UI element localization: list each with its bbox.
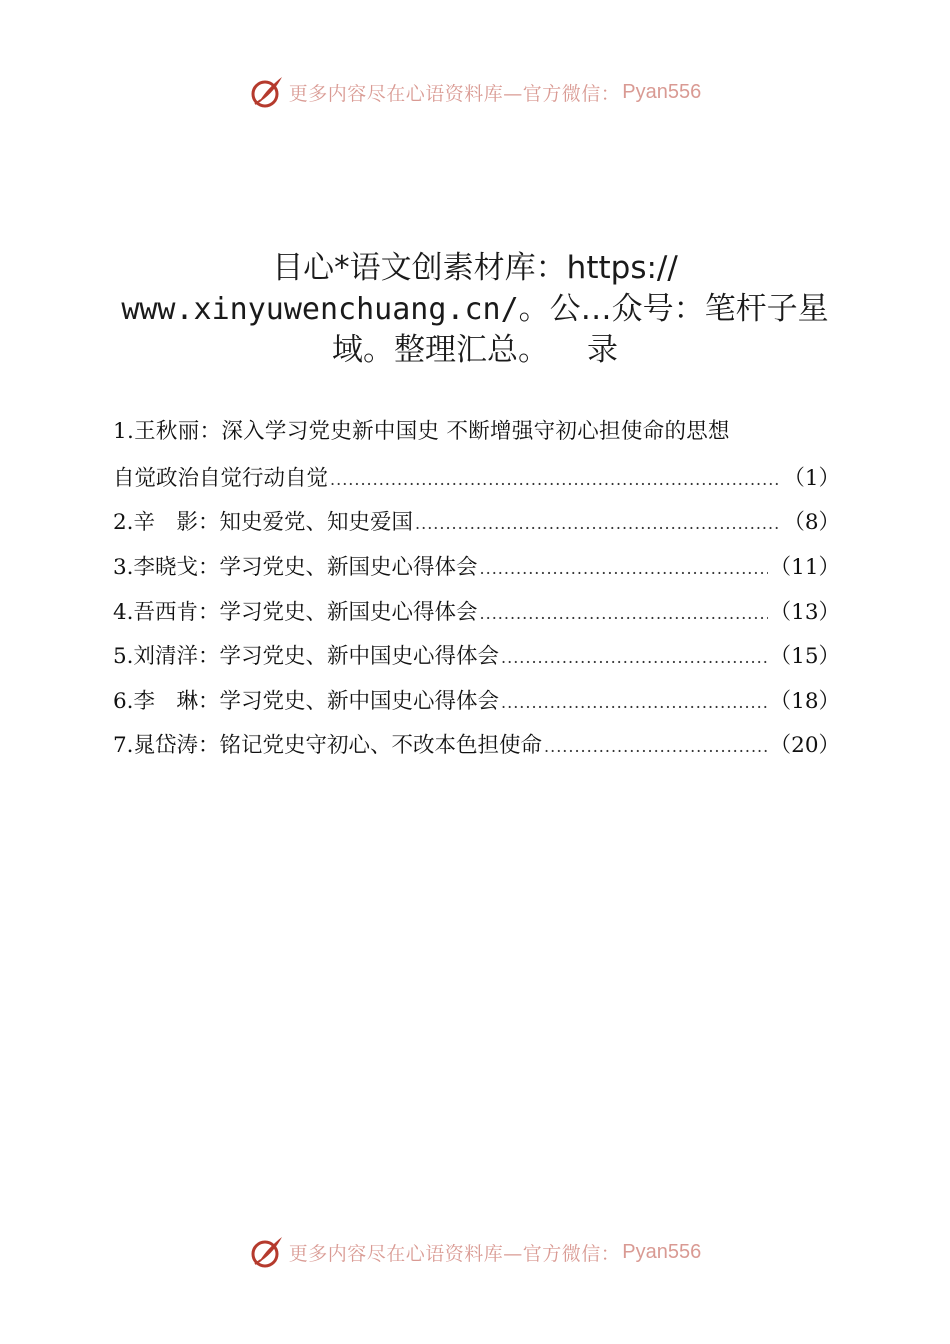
title-line-1: 目心*语文创素材库：https:// <box>272 250 678 286</box>
title-url: www.xinyuwenchuang.cn/ <box>121 292 519 327</box>
toc-entry-title: 7.晁岱涛：铭记党史守初心、不改本色担使命 <box>113 732 543 758</box>
banner-wechat-id: Pyan556 <box>622 1240 702 1263</box>
toc-entry-title: 2.辛 影：知史爱党、知史爱国 <box>113 509 414 535</box>
toc-dot-leader <box>501 648 768 667</box>
toc-entry-title: 自觉政治自觉行动自觉 <box>113 465 329 491</box>
toc-page-number: （18） <box>769 688 840 714</box>
toc-entry[interactable] <box>113 500 840 540</box>
toc-entry[interactable] <box>113 723 840 763</box>
toc-entry[interactable] <box>113 679 840 719</box>
toc-entry[interactable] <box>113 590 840 630</box>
toc-dot-leader <box>480 604 768 623</box>
toc-entry[interactable] <box>113 545 840 585</box>
document-title <box>80 248 870 371</box>
toc-dot-leader <box>330 470 781 489</box>
header-banner <box>0 72 950 112</box>
title-line-2 <box>80 289 870 330</box>
footer-banner <box>0 1232 950 1272</box>
toc-page-number: （8） <box>783 509 840 535</box>
toc-page-number: （1） <box>783 465 840 491</box>
toc-entry-title: 5.刘清洋：学习党史、新中国史心得体会 <box>113 643 500 669</box>
toc-dot-leader <box>415 514 781 533</box>
toc-page-number: （11） <box>769 554 840 580</box>
banner-promo-text: 更多内容尽在心语资料库—官方微信： <box>288 1242 621 1265</box>
title-line-2-rest: 。公…众号：笔杆子星 <box>518 291 829 327</box>
toc-entry-1-line-1: 1.王秋丽：深入学习党史新中国史 不断增强守初心担使命的思想 <box>113 419 730 444</box>
title-line-3-end: 录 <box>587 332 618 368</box>
toc-page-number: （13） <box>769 599 840 625</box>
quill-pen-logo-icon <box>249 74 285 110</box>
toc-dot-leader <box>501 693 768 712</box>
toc-entry-title: 3.李晓戈：学习党史、新国史心得体会 <box>113 554 478 580</box>
title-line-3 <box>80 330 870 371</box>
toc-dot-leader <box>544 737 768 756</box>
title-line-3-text: 域。整理汇总。 <box>332 332 549 368</box>
banner-promo-text: 更多内容尽在心语资料库—官方微信： <box>288 82 621 105</box>
quill-pen-logo-icon <box>249 1234 285 1270</box>
toc-dot-leader <box>480 559 768 578</box>
toc-entry-title: 4.吾西肯：学习党史、新国史心得体会 <box>113 599 478 625</box>
banner-wechat-id: Pyan556 <box>622 80 702 103</box>
toc-page-number: （20） <box>769 732 840 758</box>
toc-entry[interactable] <box>113 634 840 674</box>
toc-entry[interactable] <box>113 456 840 496</box>
toc-page-number: （15） <box>769 643 840 669</box>
toc-entry-title: 6.李 琳：学习党史、新中国史心得体会 <box>113 688 500 714</box>
